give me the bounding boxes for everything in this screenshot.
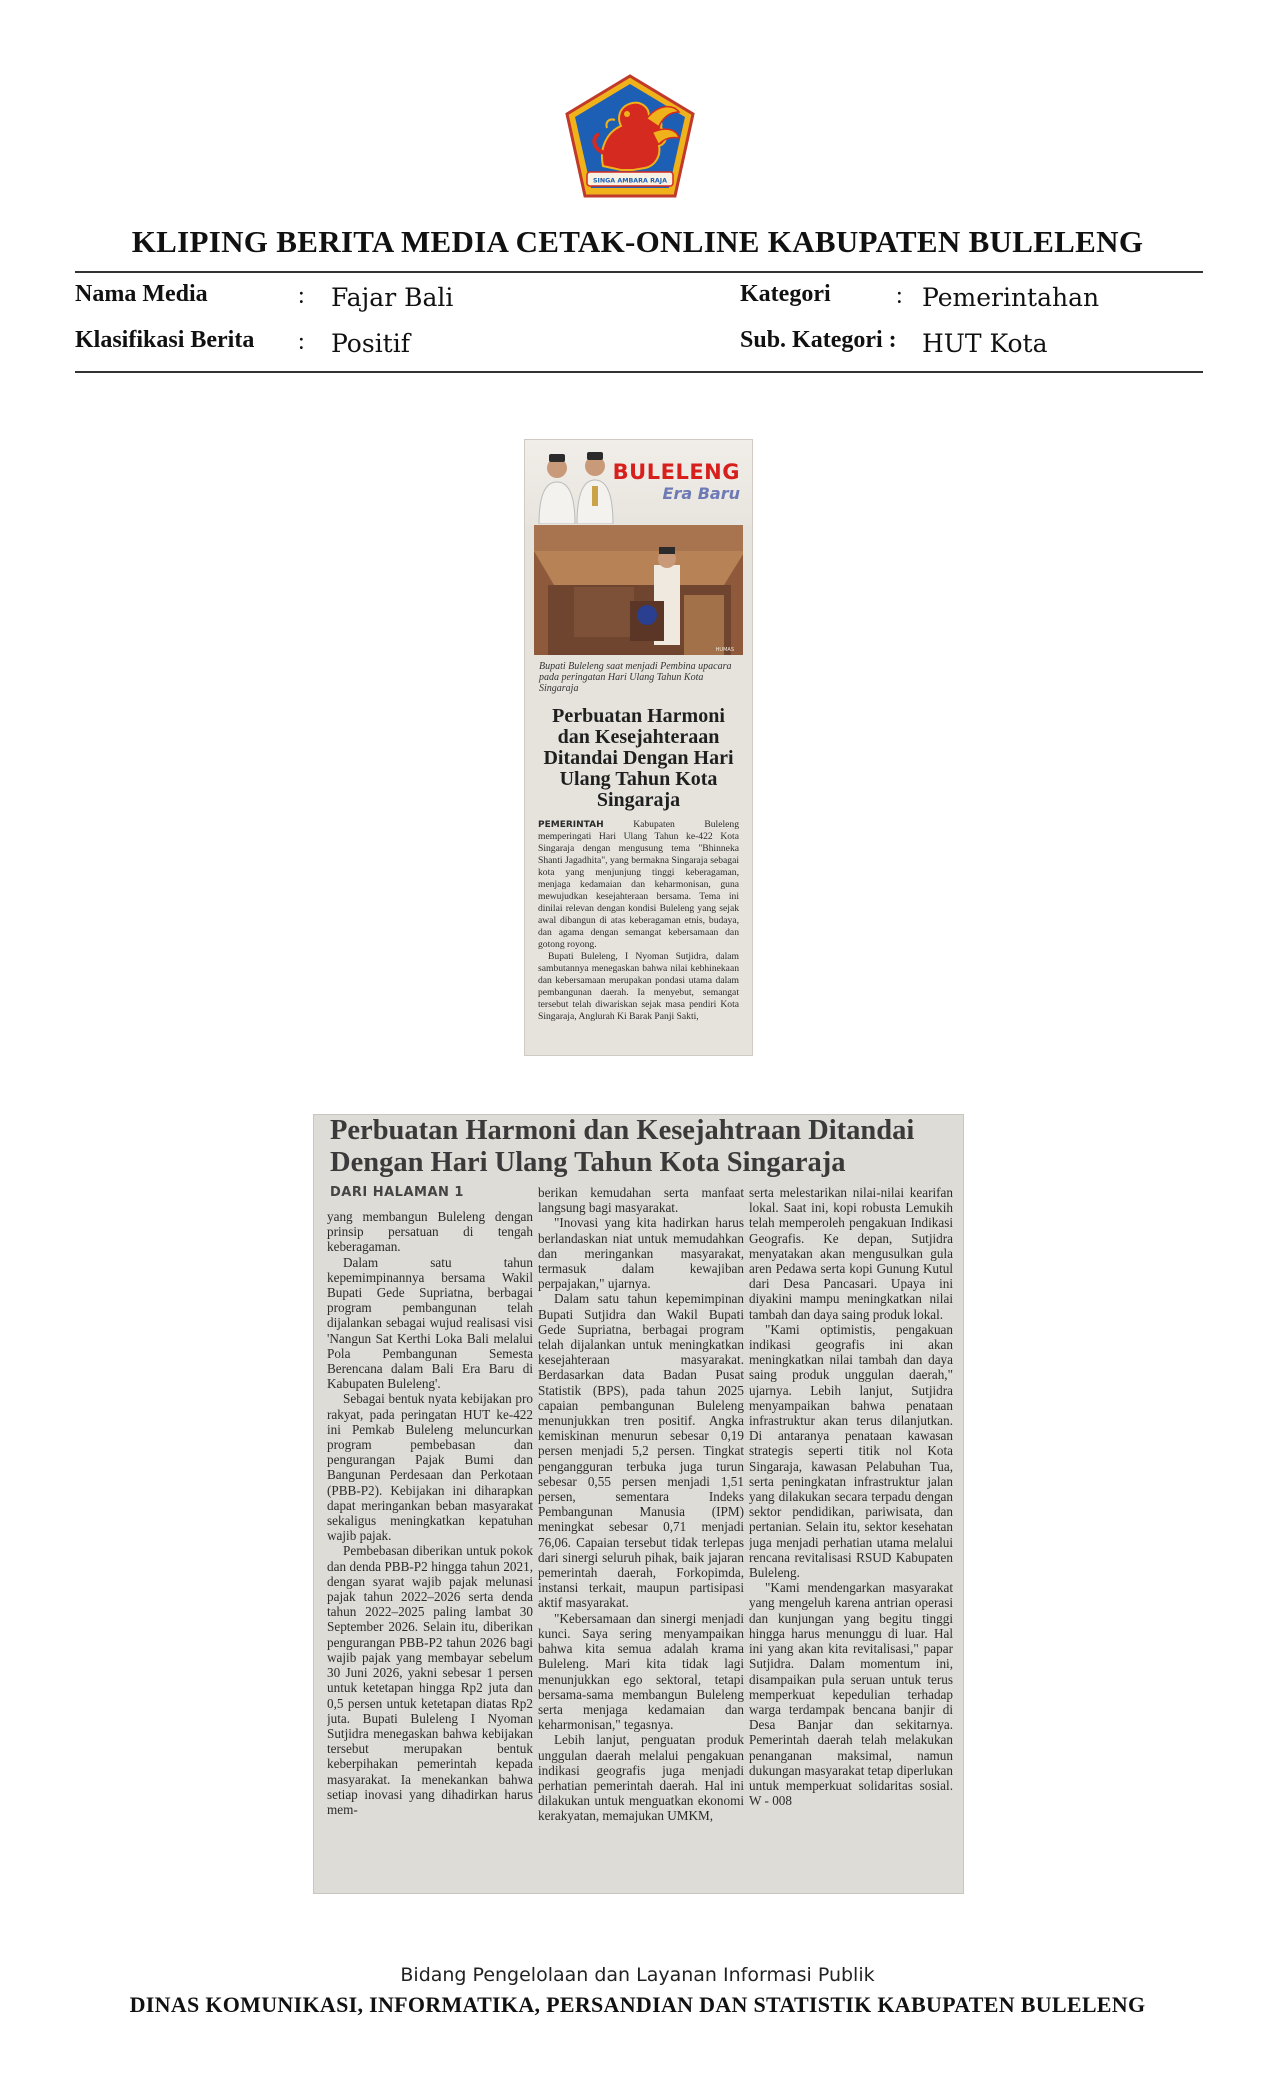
- buleleng-regency-emblem: [563, 74, 697, 202]
- column-paragraph: Sebagai bentuk nyata kebijakan pro rakyat, pada peringatan HUT ke-422 ini Pemkab Buleleng meluncurkan program pembebasan dan pengurangan Pajak Bumi dan Bangunan Perdesaan dan Perkotaan (PBB-P2). Kebijakan ini diharapkan dapat meringankan beban masyarakat sekaligus meningkatkan kepatuhan wajib pajak.: [327, 1391, 533, 1544]
- article-headline: Perbuatan Harmoni dan Kesejahteraan Ditandai Dengan Hari Ulang Tahun Kota Singaraja: [543, 705, 734, 811]
- news-clipping-continuation: [313, 1114, 964, 1894]
- article-column-3: [749, 1185, 953, 1875]
- news-clipping-front: [524, 439, 753, 1056]
- header-divider-top: [75, 271, 1203, 273]
- photo-caption: Bupati Buleleng saat menjadi Pembina upacara pada peringatan Hari Ulang Tahun Kota Singaraja: [539, 661, 732, 694]
- section-brand-subtitle: Era Baru: [662, 484, 740, 503]
- svg-text:SINGA AMBARA RAJA: SINGA AMBARA RAJA: [592, 177, 668, 185]
- subcategory-label: Sub. Kategori :: [740, 327, 897, 353]
- category-colon: :: [896, 283, 903, 309]
- ceremony-photo-image: [534, 525, 743, 655]
- clipping-masthead: [525, 440, 752, 525]
- column-paragraph: serta melestarikan nilai-nilai kearifan lokal. Saat ini, kopi robusta Lemukih telah memperoleh pengakuan Indikasi Geografis. Ke depan, Sutjidra menyatakan akan mengusulkan gula aren Pedawa serta kopi Gunung Kutul dari Desa Pancasari. Upaya ini diyakini mampu meningkatkan nilai tambah dan daya saing produk lokal.: [749, 1185, 953, 1322]
- subcategory-value: HUT Kota: [922, 329, 1048, 358]
- article-column-2: [538, 1185, 744, 1875]
- column-paragraph: yang membangun Buleleng dengan prinsip persatuan di tengah keberagaman.: [327, 1209, 533, 1255]
- column-paragraph: Pembebasan diberikan untuk pokok dan denda PBB-P2 hingga tahun 2021, dengan syarat wajib pajak melunasi pajak tahun 2022–2026 serta denda tahun 2022–2025 paling lambat 30 September 2026. Selain itu, diberikan pengurangan PBB-P2 tahun 2026 bagi wajib pajak yang membayar sebelum 30 Juni 2026, yakni sebesar 1 persen untuk ketetapan hingga Rp2 juta dan 0,5 persen untuk ketetapan diatas Rp2 juta. Bupati Buleleng I Nyoman Sutjidra menegaskan bahwa kebijakan tersebut merupakan bentuk keberpihakan pemerintah kepada masyarakat. Ia menekankan bahwa setiap inovasi yang dihadirkan harus mem-: [327, 1543, 533, 1817]
- continuation-source-label: DARI HALAMAN 1: [330, 1185, 464, 1200]
- article-lead-word: PEMERINTAH: [538, 820, 604, 830]
- article-body: [538, 819, 739, 1023]
- ceremony-photo: [534, 525, 743, 655]
- column-paragraph: Dalam satu tahun kepemimpinan Bupati Sutjidra dan Wakil Bupati Gede Supriatna, berbagai program telah dijalankan untuk meningkatkan kesejahteraan masyarakat. Berdasarkan data Badan Pusat Statistik (BPS), pada tahun 2025 capaian pembangunan Buleleng menunjukkan tren positif. Angka kemiskinan menurun sebesar 0,19 persen menjadi 5,2 persen. Tingkat pengangguran terbuka juga turun sebesar 0,55 persen menjadi 1,51 persen, sementara Indeks Pembangunan Manusia (IPM) meningkat sebesar 0,71 menjadi 76,06. Capaian tersebut tidak terlepas dari sinergi seluruh pihak, baik jajaran pemerintah daerah, Forkopimda, instansi terkait, maupun partisipasi aktif masyarakat.: [538, 1291, 744, 1611]
- footer-agency: DINAS KOMUNIKASI, INFORMATIKA, PERSANDIAN DAN STATISTIK KABUPATEN BULELENG: [129, 1992, 1146, 2017]
- photo-credit: HUMAS: [715, 647, 734, 653]
- article-paragraph: Bupati Buleleng, I Nyoman Sutjidra, dalam sambutannya menegaskan bahwa nilai kebhinekaan dan kebersamaan merupakan pondasi utama dalam pembangunan daerah. Ia menyebut, semangat tersebut telah diwariskan sejak masa pendiri Kota Singaraja, Anglurah Ki Barak Panji Sakti,: [538, 951, 739, 1022]
- media-name-value: Fajar Bali: [331, 283, 454, 312]
- column-paragraph: "Kebersamaan dan sinergi menjadi kunci. Saya sering menyampaikan bahwa kita semua adalah krama Buleleng. Mari kita tidak lagi menunjukkan ego sektoral, tetapi bersama-sama membangun Buleleng serta menjaga kedamaian dan keharmonisan," tegasnya.: [538, 1610, 744, 1733]
- media-name-label: Nama Media: [75, 281, 208, 307]
- column-paragraph: Dalam satu tahun kepemimpinannya bersama Wakil Bupati Gede Supriatna, berbagai program pembangunan telah dijalankan sebagai wujud realisasi visi 'Nangun Sat Kerthi Loka Bali melalui Pola Pembangunan Semesta Berencana dalam Bali Era Baru di Kabupaten Buleleng'.: [327, 1254, 533, 1392]
- article-column-1: [327, 1209, 533, 1894]
- column-paragraph: "Inovasi yang kita hadirkan harus berlandaskan niat untuk memudahkan dan meringankan masyarakat, termasuk dalam kewajiban perpajakan," ujarnya.: [538, 1215, 744, 1292]
- footer-division: Bidang Pengelolaan dan Layanan Informasi Publik: [400, 1964, 875, 1986]
- news-classification-colon: :: [298, 329, 305, 355]
- column-paragraph: Lebih lanjut, penguatan produk unggulan daerah melalui pengakuan indikasi geografis juga menjadi perhatian pemerintah daerah. Hal ini dilakukan untuk menguatkan ekonomi kerakyatan, memajukan UMKM,: [538, 1732, 744, 1824]
- column-paragraph: "Kami mendengarkan masyarakat yang mengeluh karena antrian operasi dan kunjungan yang begitu tinggi hingga harus menunggu di luar. Hal ini yang akan kita revitalisasi," papar Sutjidra. Dalam momentum ini, disampaikan pula seruan untuk terus memperkuat kepedulian terhadap warga terdampak bencana banjir di Desa Banjar dan sekitarnya. Pemerintah daerah telah melakukan penanganan maksimal, namun dukungan masyarakat tetap diperlukan untuk memperkuat solidaritas sosial. W - 008: [749, 1580, 953, 1809]
- column-paragraph: "Kami optimistis, pengakuan indikasi geografis ini akan meningkatkan nilai tambah dan daya saing produk unggulan daerah," ujarnya. Lebih lanjut, Sutjidra menyampaikan bahwa penataan infrastruktur akan terus dilanjutkan. Di antaranya penataan kawasan strategis seperti titik nol Kota Singaraja, kawasan Pelabuhan Tua, serta peningkatan infrastruktur jalan yang dilakukan secara terpadu dengan sektor pendidikan, pariwisata, dan pertanian. Selain itu, sektor kesehatan juga menjadi perhatian utama melalui rencana revitalisasi RSUD Kabupaten Buleleng.: [749, 1321, 953, 1581]
- officials-portrait-image: [533, 446, 621, 524]
- page-title: KLIPING BERITA MEDIA CETAK-ONLINE KABUPATEN BULELENG: [131, 224, 1144, 259]
- news-classification-value: Positif: [331, 329, 410, 358]
- column-paragraph: berikan kemudahan serta manfaat langsung bagi masyarakat.: [538, 1185, 744, 1216]
- media-name-colon: :: [298, 283, 305, 309]
- news-classification-label: Klasifikasi Berita: [75, 327, 255, 353]
- category-value: Pemerintahan: [922, 283, 1100, 312]
- section-brand: BULELENG: [612, 460, 740, 484]
- header-divider-bottom: [75, 371, 1203, 373]
- category-label: Kategori: [740, 281, 831, 307]
- continuation-headline: Perbuatan Harmoni dan Kesejahtraan Ditandai Dengan Hari Ulang Tahun Kota Singaraja: [330, 1115, 915, 1178]
- article-paragraph: Kabupaten Buleleng memperingati Hari Ulang Tahun ke-422 Kota Singaraja dengan mengusung tema "Bhinneka Shanti Jagadhita", yang bermakna Singaraja sebagai kota yang menjunjung tinggi keberagaman, menjaga kedamaian dan keharmonisan, guna mewujudkan kesejahteraan bersama. Tema ini dinilai relevan dengan kondisi Buleleng yang sejak awal dibangun di atas keberagaman etnis, budaya, dan agama dengan semangat kebersamaan dan gotong royong.: [538, 819, 739, 950]
